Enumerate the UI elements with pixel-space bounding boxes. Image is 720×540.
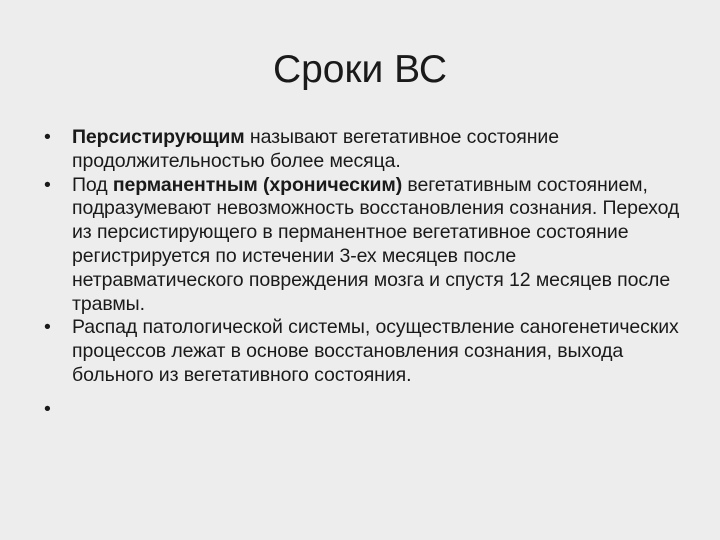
bullet-text: называют вегетативное состояние продолжительностью более месяца. — [72, 126, 559, 172]
bullet-bold-term: перманентным (хроническим) — [112, 173, 403, 196]
bullet-item-recovery — [40, 316, 690, 387]
bullet-item-permanent — [40, 174, 690, 317]
slide-title: Сроки ВС — [272, 48, 448, 91]
bullet-item-persistent — [40, 126, 690, 174]
bullet-text: вегетативным состоянием, подразумевают невозможность восстановления сознания. Переход из персистирующего в перманентное вегетативное состояние регистрируется по истечении 3-ех месяцев после нетравматического повреждения мозга и спустя 12 месяцев после травмы. — [72, 173, 680, 315]
bullet-item-empty — [40, 388, 690, 426]
bullet-prefix: Под — [72, 173, 113, 196]
bullet-list — [40, 126, 690, 426]
bullet-bold-term: Персистирующим — [72, 126, 245, 148]
bullet-text: Распад патологической системы, осуществление саногенетических процессов лежат в основе восстановления сознания, выхода больного из вегетативного состояния. — [72, 316, 679, 386]
